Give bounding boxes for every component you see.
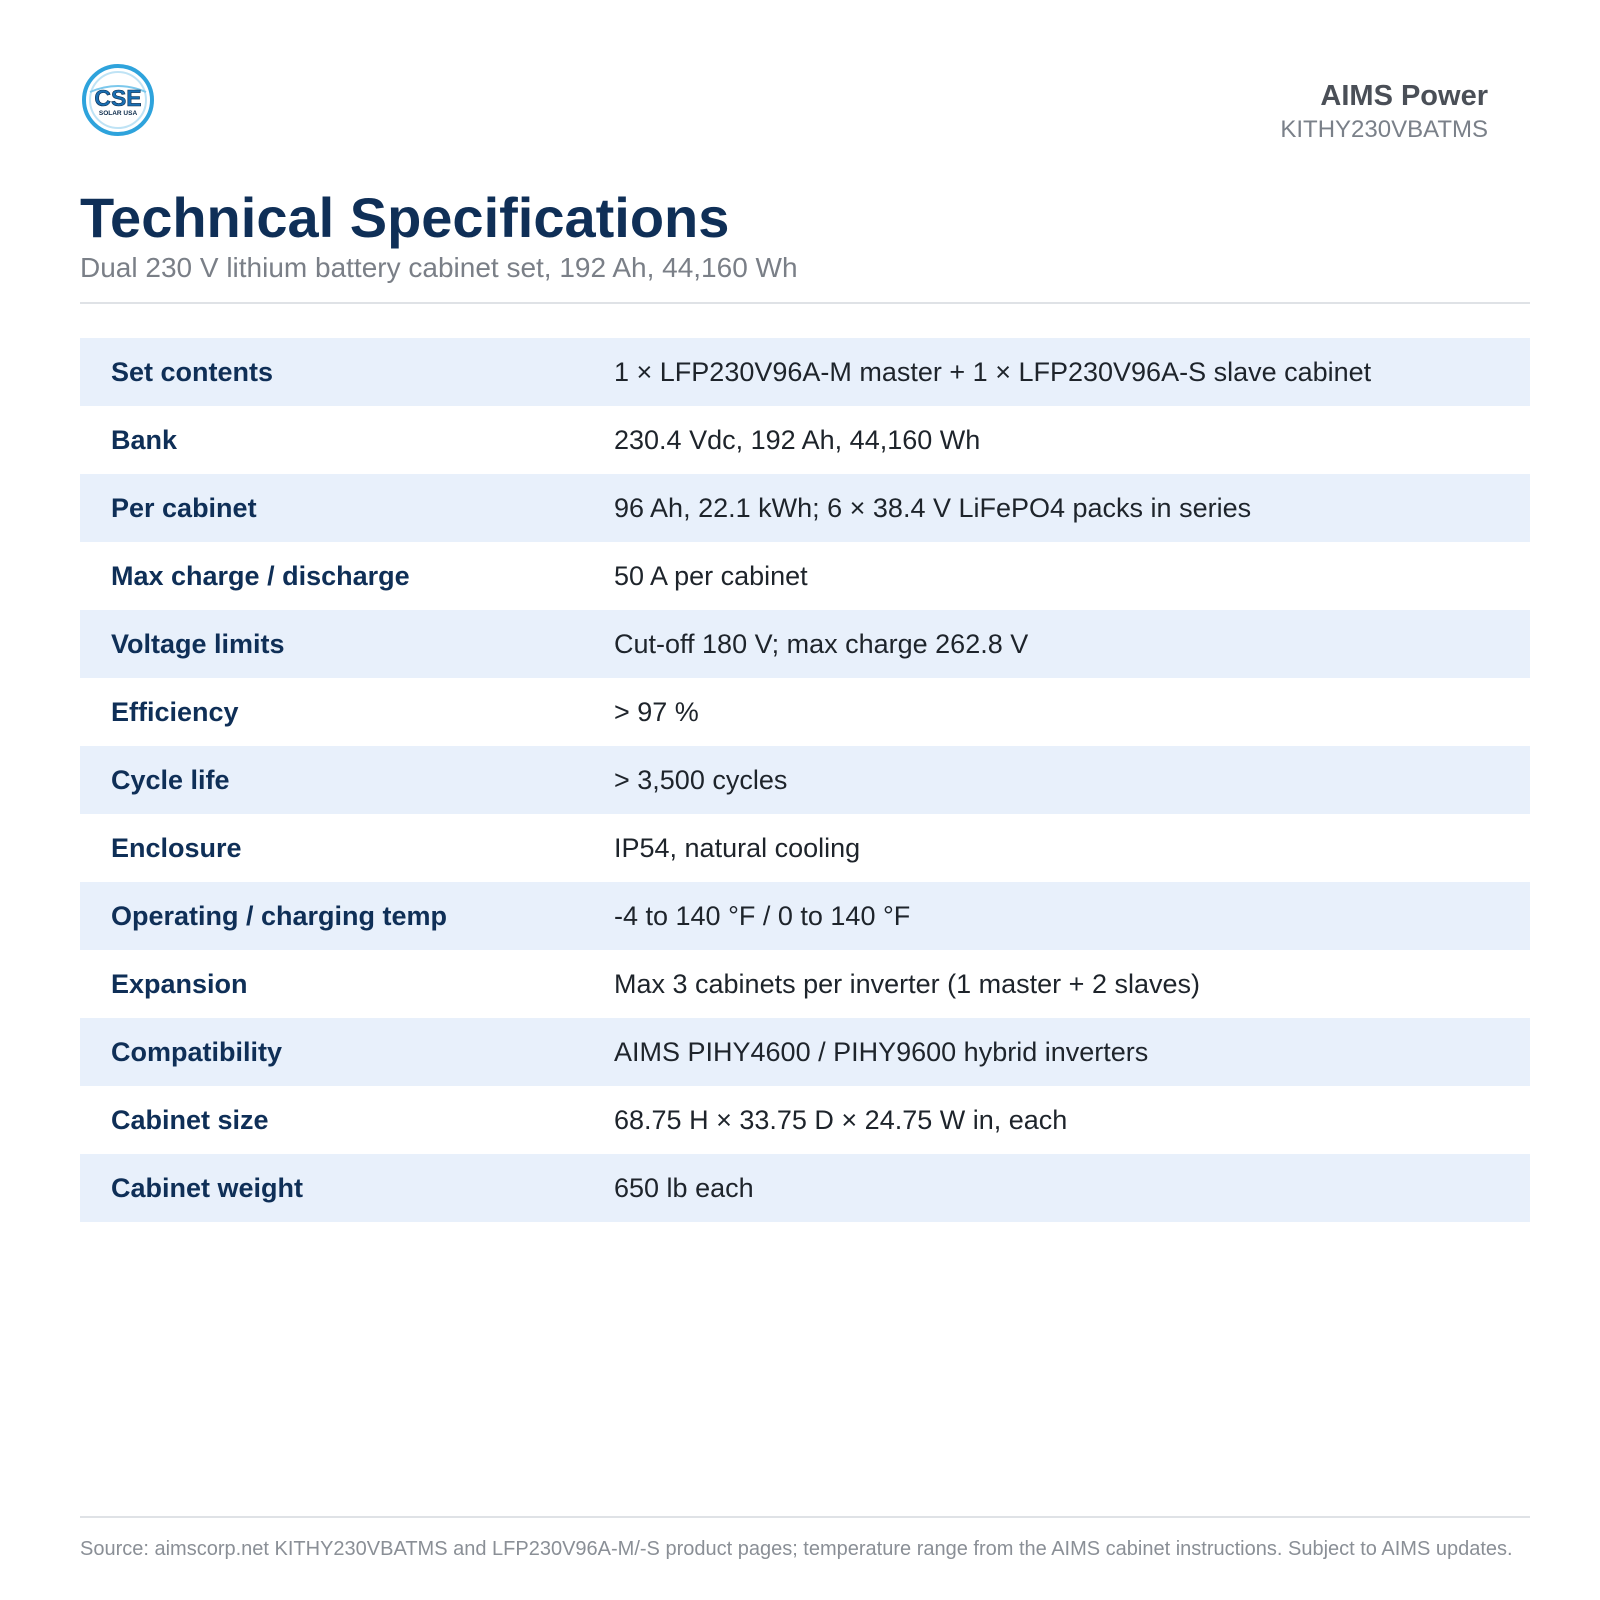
table-row [80,678,1530,746]
brand-model: KITHY230VBATMS [1280,116,1488,143]
spec-label: Max charge / discharge [111,560,410,591]
spec-value: > 97 % [614,696,699,727]
table-row [80,1086,1530,1154]
spec-value: AIMS PIHY4600 / PIHY9600 hybrid inverters [614,1018,1530,1086]
spec-label: Enclosure [111,832,242,863]
spec-label: Operating / charging temp [80,882,614,950]
logo-subtext: SOLAR USA [98,110,138,117]
table-row [80,882,1530,950]
spec-value: Max 3 cabinets per inverter (1 master + 2 slaves) [614,968,1200,999]
table-row [80,950,1530,1018]
table-row [80,1018,1530,1086]
spec-value: 1 × LFP230V96A-M master + 1 × LFP230V96A-S slave cabinet [614,338,1530,406]
table-row [80,474,1530,542]
table-row [80,746,1530,814]
spec-label: Set contents [80,338,614,406]
brand-block [1280,78,1488,146]
spec-label: Voltage limits [80,610,614,678]
spec-label: Bank [111,424,178,455]
spec-label: Cycle life [80,746,614,814]
page-subtitle: Dual 230 V lithium battery cabinet set, 192 Ah, 44,160 Wh [80,252,798,283]
table-row [80,610,1530,678]
spec-value: 96 Ah, 22.1 kWh; 6 × 38.4 V LiFePO4 packs in series [614,474,1530,542]
table-row [80,542,1530,610]
table-row [80,338,1530,406]
spec-value: IP54, natural cooling [614,832,861,863]
logo-text: CSE [94,85,142,111]
spec-label: Efficiency [111,696,239,727]
page-title: Technical Specifications [80,186,730,249]
spec-label: Cabinet size [111,1104,269,1135]
spec-value: 650 lb each [614,1154,1530,1222]
spec-value: 68.75 H × 33.75 D × 24.75 W in, each [614,1104,1068,1135]
table-row [80,814,1530,882]
spec-value: 50 A per cabinet [614,560,808,591]
brand-name: AIMS Power [1320,80,1488,112]
spec-label: Per cabinet [80,474,614,542]
spec-value: -4 to 140 °F / 0 to 140 °F [614,882,1530,950]
spec-value: Cut-off 180 V; max charge 262.8 V [614,610,1530,678]
table-row [80,1154,1530,1222]
cse-solar-usa-logo [80,62,156,138]
spec-label: Compatibility [80,1018,614,1086]
footer-divider [80,1516,1530,1518]
spec-value: 230.4 Vdc, 192 Ah, 44,160 Wh [614,424,981,455]
spec-label: Expansion [111,968,248,999]
source-note: Source: aimscorp.net KITHY230VBATMS and LFP230V96A-M/-S product pages; temperature range from the AIMS cabinet instructions. Subject to AIMS updates. [80,1538,1513,1560]
table-row [80,406,1530,474]
spec-value: > 3,500 cycles [614,746,1530,814]
spec-table [80,338,1530,1222]
spec-label: Cabinet weight [80,1154,614,1222]
title-divider [80,302,1530,304]
